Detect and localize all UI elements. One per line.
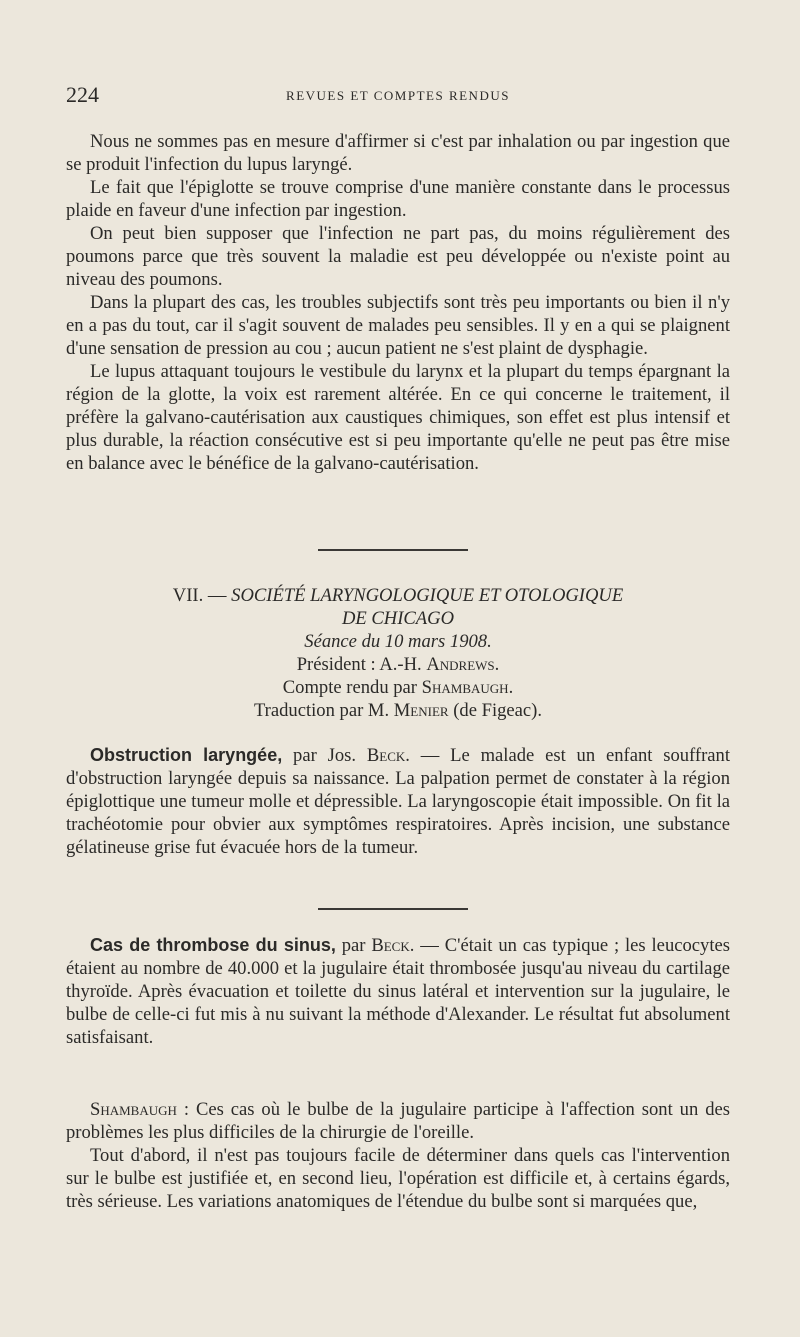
compte-rendu-line — [66, 676, 730, 699]
paragraph: Le fait que l'épiglotte se trouve comprise d'une manière constante dans le processus plaide en faveur d'une infection par ingestion. — [66, 177, 730, 221]
section-title-line1: SOCIÉTÉ LARYNGOLOGIQUE ET OTOLOGIQUE — [231, 585, 624, 606]
article-title: Cas de thrombose du sinus, — [90, 935, 336, 955]
paragraph: Nous ne sommes pas en mesure d'affirmer si c'est par inhalation ou par ingestion que se produit l'infection du lupus laryngé. — [66, 131, 730, 175]
article-divider — [318, 908, 468, 910]
president-line — [66, 653, 730, 676]
compte-label: Compte rendu par — [282, 677, 418, 698]
paragraph: Le lupus attaquant toujours le vestibule du larynx et la plupart du temps épargnant la région de la glotte, la voix est rarement altérée. En ce qui concerne le traitement, il préfère la galvano-cautérisation aux caustiques chimiques, son effet est plus intensif et plus durable, la réaction consécutive est si peu importante qu'elle ne peut pas être mise en balance avec le bénéfice de la galvano-cautérisation. — [66, 361, 730, 474]
traduction-place: (de Figeac). — [453, 700, 543, 721]
article-by: par Jos. — [293, 745, 357, 766]
article-paragraph — [66, 744, 730, 859]
article-title: Obstruction laryngée, — [90, 745, 283, 765]
article-author: Beck. — [371, 935, 415, 956]
paragraph: On peut bien supposer que l'infection ne part pas, du moins régulièrement des poumons parce que très souvent la maladie est peu développée ou n'existe point au niveau des poumons. — [66, 223, 730, 290]
section-number: VII. — — [172, 585, 227, 606]
article-thrombose — [66, 934, 730, 1049]
article-text: — C'était un cas typique ; les leucocytes étaient au nombre de 40.000 et la jugulaire était thrombosée jusqu'au niveau du cartilage thyroïde. Après évacuation et toilette du sinus latéral et intervention sur la jugulaire, le bulbe de celle-ci fut mis à nu suivant la méthode d'Alexander. Le résultat fut absolument satisfaisant. — [66, 935, 730, 1048]
discussion-paragraph: Tout d'abord, il n'est pas toujours facile de déterminer dans quels cas l'intervention sur le bulbe est justifiée et, en second lieu, l'opération est difficile et, à certains égards, très sérieuse. Les variations anatomiques de l'étendue du bulbe sont si marquées que, — [66, 1145, 730, 1212]
article-author: Beck. — [366, 745, 410, 766]
running-head: REVUES ET COMPTES RENDUS — [286, 88, 510, 103]
traduction-name: Menier — [393, 700, 449, 721]
section-divider — [318, 549, 468, 551]
article-by: par — [341, 935, 366, 956]
article-text: — Le malade est un enfant souffrant d'obstruction laryngée depuis sa naissance. La palpation permet de constater à la région épiglottique une tumeur molle et dépressible. La laryngoscopie était impossible. On fit la trachéotomie pour obvier aux symptômes respiratoires. Après incision, une substance gélatineuse grise fut évacuée hors de la tumeur. — [66, 745, 731, 858]
compte-name: Shambaugh. — [421, 677, 514, 698]
page-header — [66, 82, 730, 112]
section-title-line2: DE CHICAGO — [341, 608, 455, 629]
paragraph: Dans la plupart des cas, les troubles subjectifs sont très peu importants ou bien il n'y en a pas du tout, car il s'agit souvent de malades peu sensibles. Il y en a qui se plaignent d'une sensation de pression au cou ; aucun patient ne s'est plaint de dysphagie. — [66, 292, 730, 359]
article-paragraph — [66, 934, 730, 1049]
discussion-paragraph — [66, 1098, 730, 1144]
section-heading — [66, 584, 730, 722]
top-text-block — [66, 130, 730, 475]
seance-date: Séance du 10 mars 1908. — [304, 631, 492, 652]
discussion-text: Ces cas où le bulbe de la jugulaire participe à l'affection sont un des problèmes les plus difficiles de la chirurgie de l'oreille. — [66, 1099, 730, 1143]
discussion-speaker: Shambaugh : — [90, 1099, 189, 1120]
section-title — [66, 584, 730, 607]
discussion-block — [66, 1098, 730, 1213]
article-obstruction — [66, 744, 730, 859]
president-label: Président : A.-H. — [296, 654, 422, 675]
traduction-label: Traduction par M. — [253, 700, 390, 721]
traduction-line — [66, 699, 730, 722]
page-number: 224 — [66, 82, 99, 107]
president-name: Andrews. — [426, 654, 500, 675]
